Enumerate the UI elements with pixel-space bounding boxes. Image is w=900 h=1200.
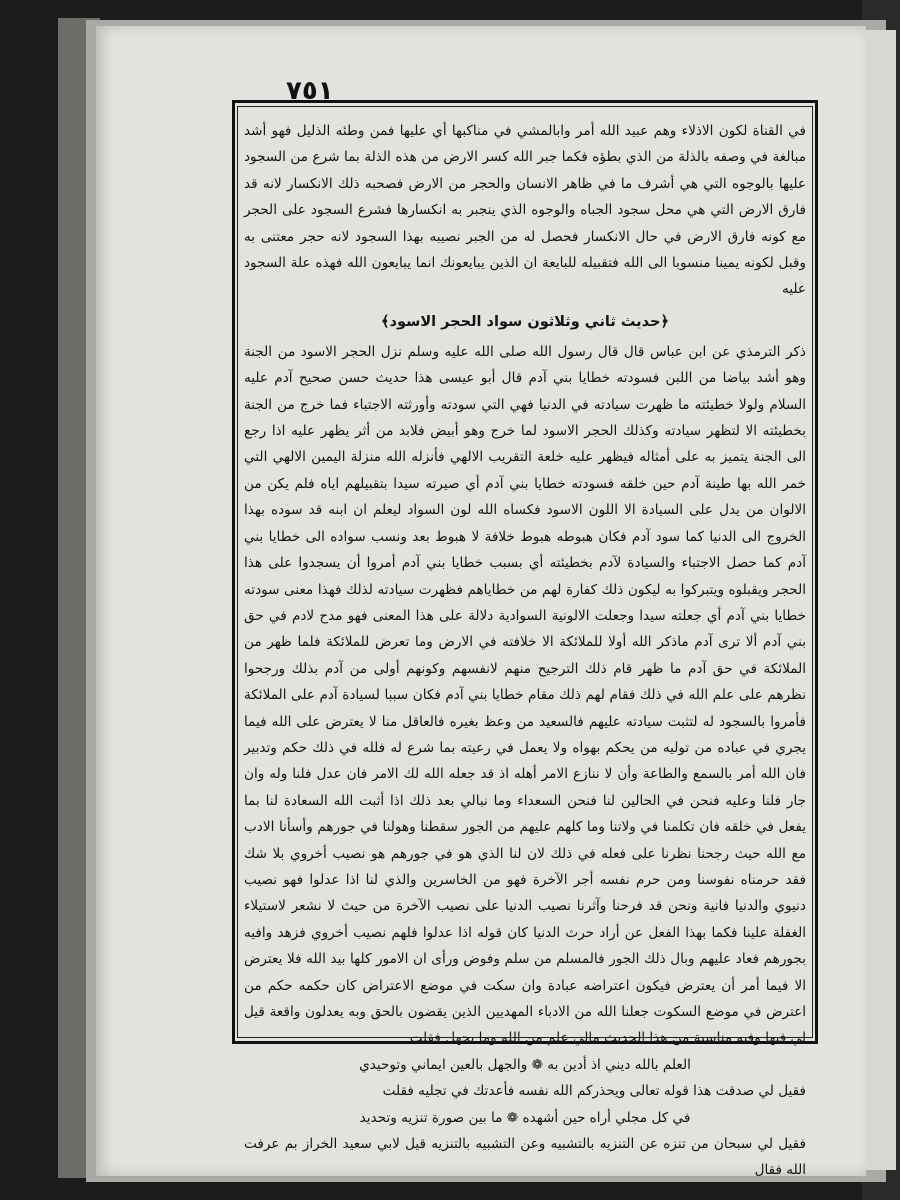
paragraph-1: في القناة لكون الاذلاء وهم عبيد الله أمر وابالمشي في مناكبها أي عليها فمن وطئه الذليل فهو أشد مبالغة في وصفه بالذلة من الذي بطؤه فكما جبر الله كسر الارض من هذه الذلة بما شرع من السجود عليها بالوجوه التي هي أشرف ما في ظاهر الانسان والحجر من الارض فصحبه ذلك الانكسار لانه قد فارق الارض التي هي محل سجود الجباه والوجوه الذي ينجبر به انكسارها فشرع السجود على الحجر مع كونه فارق الارض في حال الانكسار فحصل له من الجبر نصيبه بهذا السجود لانه حجر معتنى به وقبل لكونه يمينا منسوبا الى الله فتقبيله للبايعة ان الذين يبايعونك انما يبايعون الله فهذه علة السجود عليه xyxy=(244,123,806,298)
main-text-block xyxy=(244,118,806,1179)
page-number: ٧٥١ xyxy=(286,76,334,106)
paragraph-3: فقيل لي صدقت هذا قوله تعالى ويحذركم الله نفسه فأعدتك في تجليه فقلت xyxy=(382,1083,806,1100)
section-heading: ﴿حديث ثاني وثلاثون سواد الحجر الاسود﴾ xyxy=(381,313,669,330)
paragraph-4: فقيل لي سبحان من تنزه عن التنزيه بالتشبيه وعن التشبيه بالتنزيه قيل لابي سعيد الخراز بم عرفت الله فقال xyxy=(244,1136,806,1179)
paragraph-2: ذكر الترمذي عن ابن عباس قال قال رسول الله صلى الله عليه وسلم نزل الحجر الاسود من الجنة وهو أشد بياضا من اللبن فسودته خطايا بني آدم قال أبو عيسى هذا حديث حسن صحيح آدم عليه السلام ولولا خطيئته ما ظهرت سيادته في الدنيا فهي التي سودته وأورثته الاجتباء فما خرج من الجنة بخطيئته الا لتظهر سيادته وكذلك الحجر الاسود لما خرج وهو أبيض فلابد من أثر يظهر عليه اذا رجع الى الجنة يتميز به على أمثاله فيظهر عليه خلعة التقريب الالهي فأنزله الله منزلة اليمين الالهي التي خمر الله بها طينة آدم حين خلقه فسودته خطايا بني آدم أي صيرته سيدا بتقبيلهم اياه فلم يكن من الالوان من يدل على السيادة الا اللون الاسود فكساه الله لون السواد ليعلم ان ابنه قد سوده بهذا الخروج الى الدنيا كما سود آدم فكان هبوطه هبوط خلافة لا هبوط بعد ونسب سواده الى خطايا بني آدم كما حصل الاجتباء والسيادة لآدم بخطيئته أي بسبب خطايا بني آدم أمروا أن يسجدوا على هذا الحجر ويقبلوه ويتبركوا به ليكون ذلك كفارة لهم من خطاياهم فظهرت سيادته لذلك فهذا معنى سودته خطايا بني آدم أي جعلته سيدا وجعلت الالونية السوادية دلالة على هذا المعنى فهو مدح لادم في حق بني آدم ألا ترى آدم ماذكر الله أولا للملائكة الا خلافته في الارض وما تعرض للملائكة فلما ظهر من الملائكة في حق آدم ما ظهر قام ذلك الترجيح منهم لانفسهم وكونهم أولى من آدم بذلك ورجحوا نظرهم على علم الله في ذلك فقام لهم ذلك مقام خطايا بني آدم فكان سببا لسيادة آدم على الملائكة فأمروا بالسجود له لتثبت سيادته عليهم فالسعيد من وعظ بغيره فالعاقل منا لا يعترض على الله فيما يجري في عباده من توليه من يحكم بهواه ولا يعمل في رعيته بما شرع له فلله في ذلك حكم وتدبير فان الله أمر بالسمع والطاعة وأن لا ننازع الامر أهله اذ قد جعله الله لك الامر فان عدل فلنا وله وان جار فلنا وعليه فنحن في الحالين لنا فنحن السعداء وما نبالي بعد ذلك اذا أثبت الله السعادة لنا بما يفعل في خلقه فان تكلمنا في ولاتنا وما كلهم عليهم من الجور سقطنا وهولنا في جورهم وأسأنا الادب مع الله حيث رجحنا نظرنا على فعله في ذلك لان لنا الذي هو في جورهم هو نصيب أخروي بلا شك فقد حرمناه نفوسنا ومن حرم نفسه أجر الآخرة فهو من الخاسرين والذي لنا اذا عدلوا فهو نصيب دنيوي والدنيا فانية ونحن قد فرحنا وآثرنا نصيب الدنيا على نصيب الآخرة من حيث لا نشعر لاستيلاء الغفلة علينا فكما بهذا الفعل عن أراد حرث الدنيا كان قوله اذا عدلوا فلهم نصيب أخروي فزهد وافيه بجورهم فعاد عليهم وبال ذلك الجور فالمسلم من سلم وفوض ورأى ان الامور كلها بيد الله فلا يعترض الا فيما أمر أن يعترض فيكون اعتراضه عبادة وان سكت في موضع الاعتراض كان حكمه حكم من اعترض في موضع السكوت جعلنا الله من الادباء المهديين الذين يقضون بالحق وبه يعدلون واقعة قيل لي فيها وفيه مناسبة من هذا الحديث مالي علم من الله وما بجهل فقلت xyxy=(244,343,806,1047)
verse-2: في كل مجلي أراه حين أشهده ❁ ما بين صورة تنزيه وتحديد xyxy=(359,1109,691,1126)
verse-1: العلم بالله ديني اذ أدين به ❁ والجهل بالعين ايماني وتوحيدي xyxy=(359,1056,691,1073)
facing-page-edge xyxy=(866,30,896,1170)
